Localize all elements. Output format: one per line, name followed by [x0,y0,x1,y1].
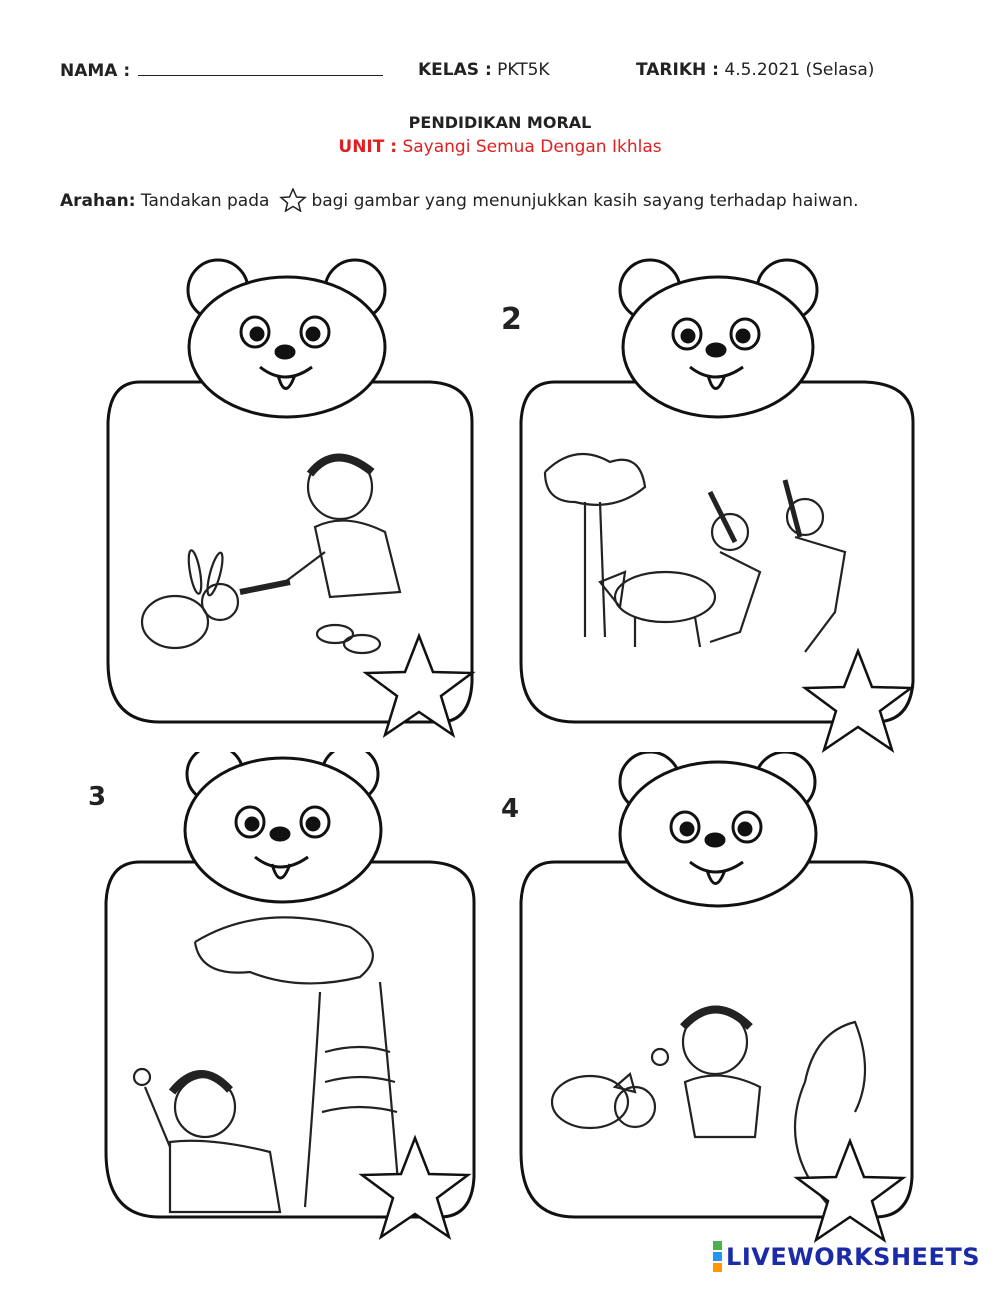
name-field [60,60,383,81]
panel-3 [88,752,520,1242]
logo-text: LIVEWORKSHEETS [726,1242,980,1271]
instruction-text-after: bagi gambar yang menunjukkan kasih sayang terhadap haiwan. [311,191,859,211]
panel-3-number: 3 [88,782,107,812]
class-field [418,60,550,80]
class-value: PKT5K [497,60,550,80]
instruction [60,188,920,213]
date-value: 4.5.2021 (Selasa) [724,60,875,80]
star-answer-2[interactable] [801,647,916,755]
instruction-label: Arahan: [60,191,136,211]
panel-1 [100,252,520,742]
panel-2-number: 2 [501,302,522,337]
panel-4 [501,752,935,1242]
liveworksheets-logo [713,1240,980,1273]
unit-line [0,137,1000,157]
star-icon [279,188,307,212]
subject-title: PENDIDIKAN MORAL [408,113,592,132]
class-label: KELAS : [418,60,492,80]
panel-2 [501,252,935,742]
name-label: NAMA : [60,61,131,81]
unit-value: Sayangi Semua Dengan Ikhlas [402,137,662,157]
star-answer-3[interactable] [358,1134,473,1242]
date-field [636,60,874,80]
instruction-text-before: Tandakan pada [140,191,270,211]
name-blank-line[interactable] [138,60,383,76]
star-answer-4[interactable] [793,1137,908,1245]
star-answer-1[interactable] [362,632,477,740]
panel-4-number: 4 [501,794,520,824]
logo-blocks-icon [713,1240,722,1273]
date-label: TARIKH : [636,60,719,80]
unit-label: UNIT : [338,137,398,157]
